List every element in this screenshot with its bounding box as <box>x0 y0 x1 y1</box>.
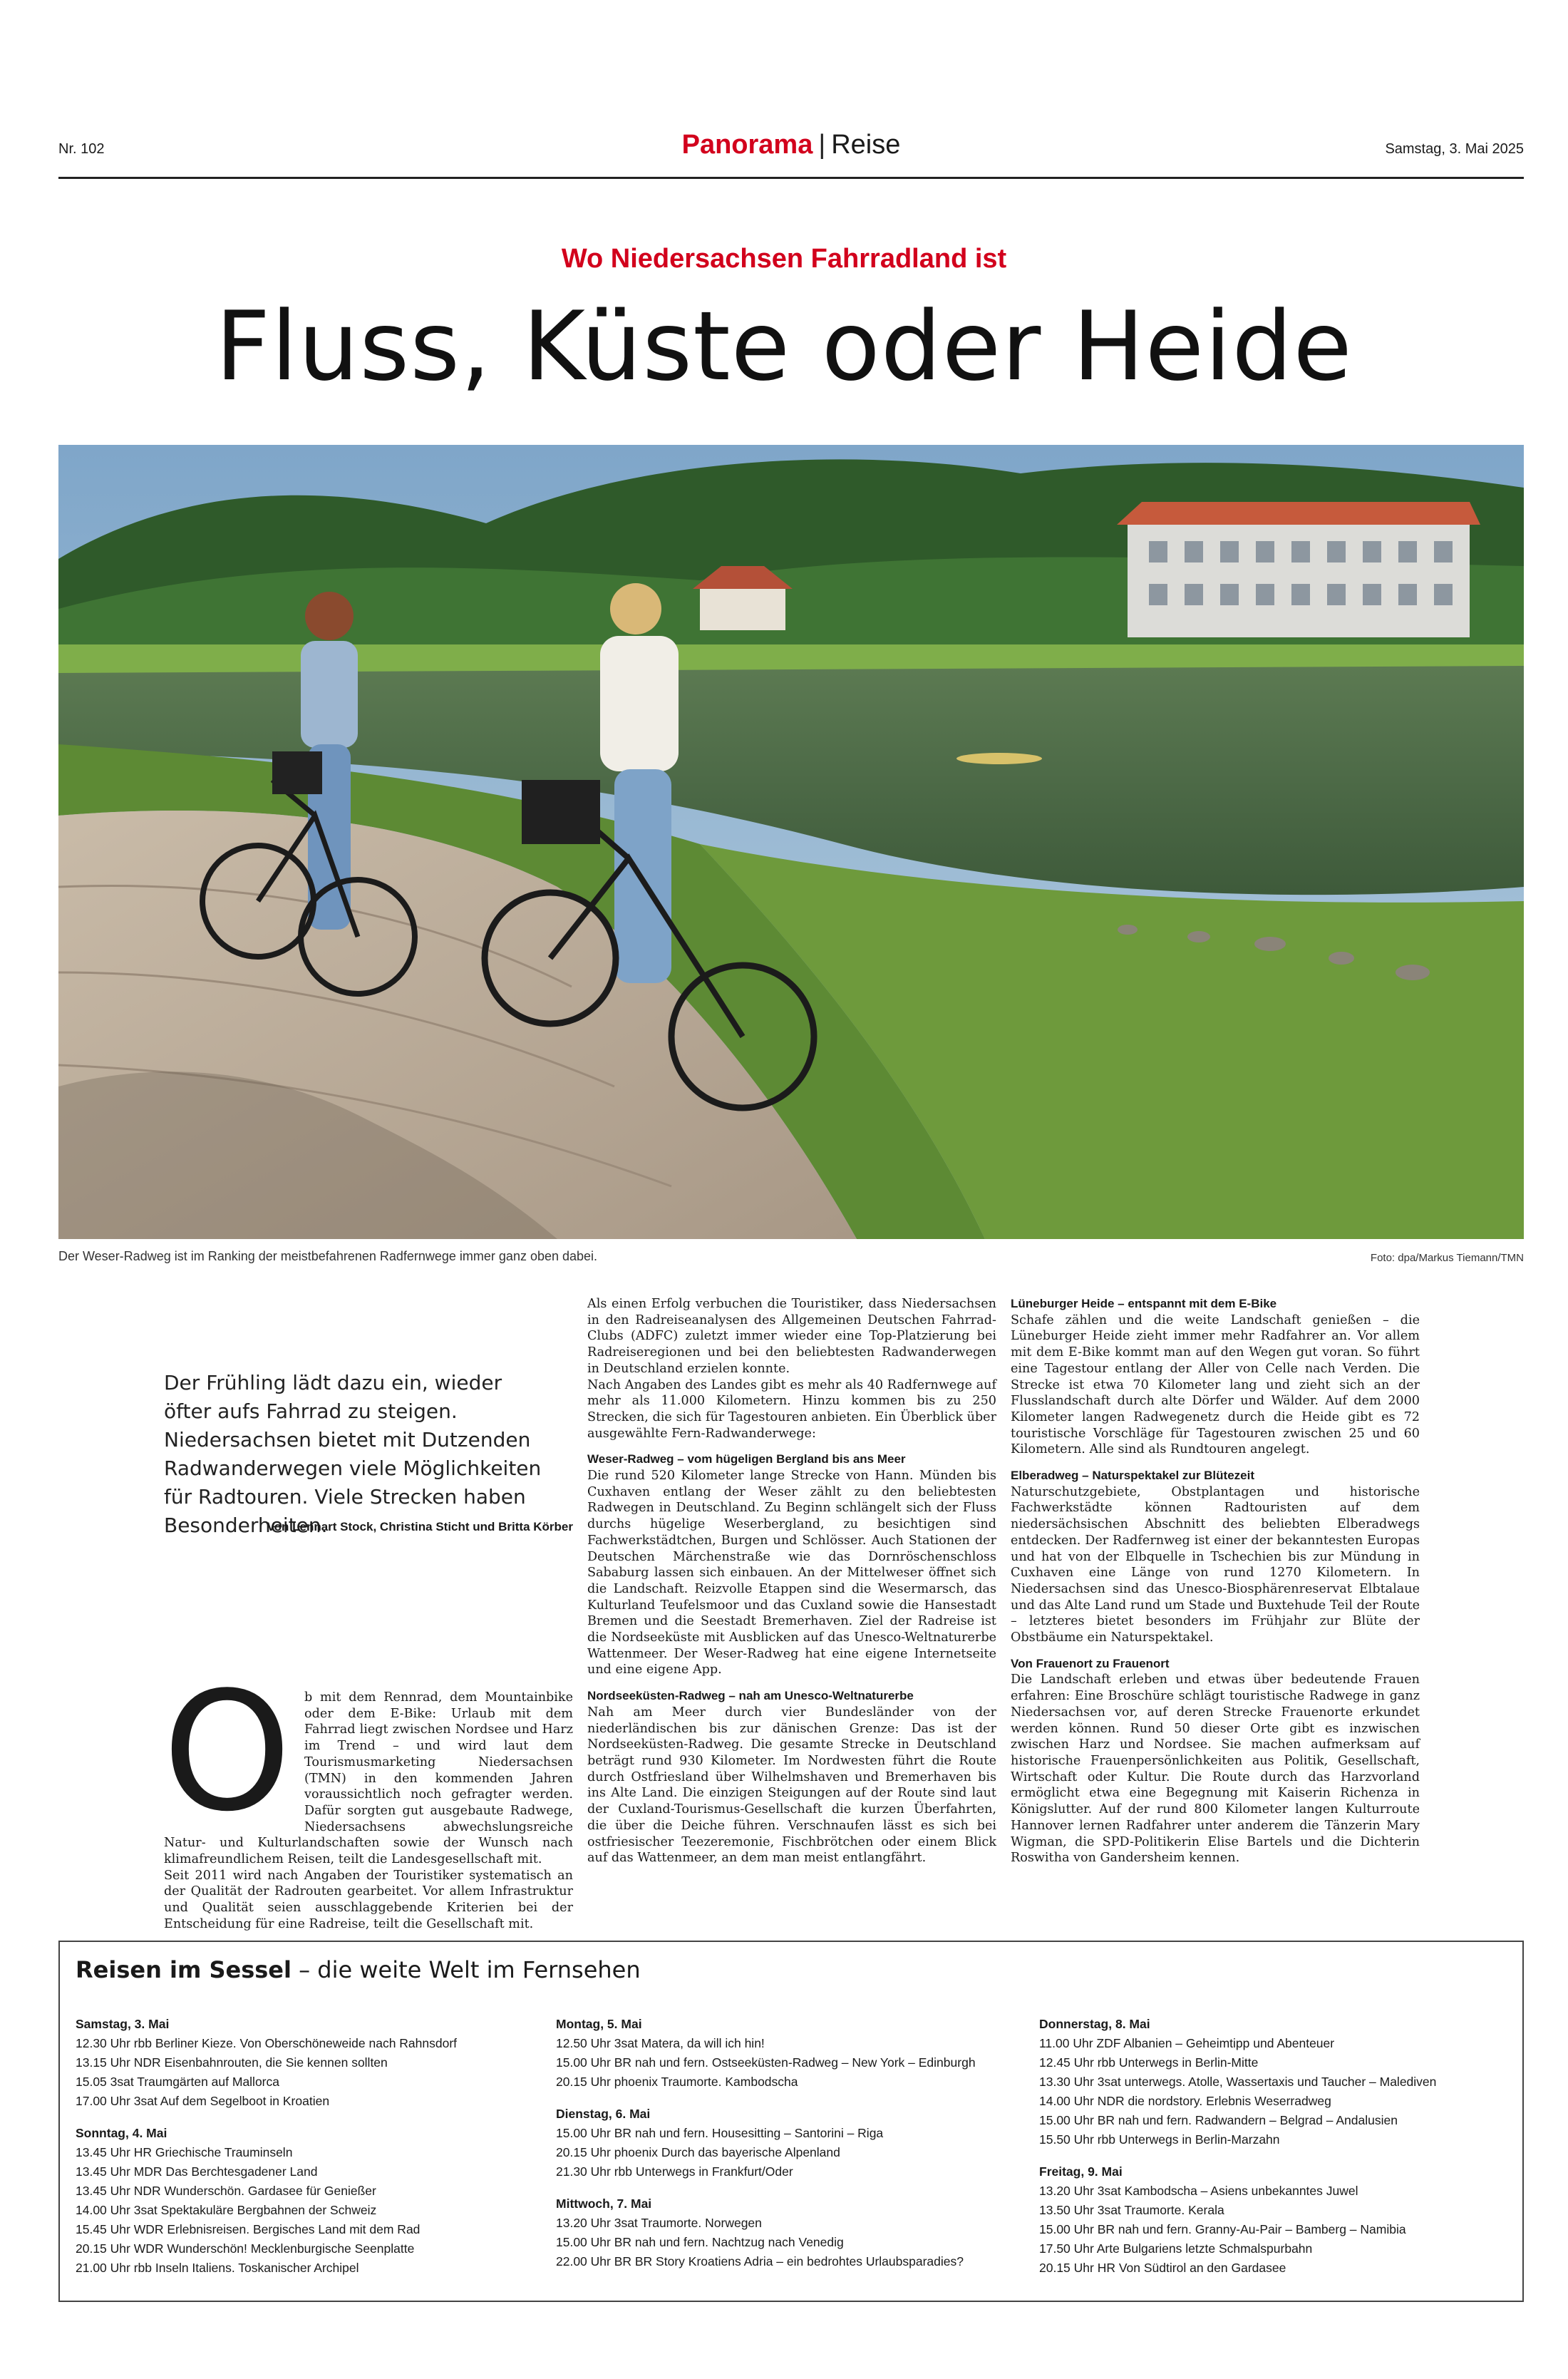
tv-listing: 13.45 Uhr HR Griechische Trauminseln <box>76 2145 293 2159</box>
tv-listing: 13.50 Uhr 3sat Traumorte. Kerala <box>1039 2203 1224 2217</box>
tv-listing: 13.20 Uhr 3sat Traumorte. Norwegen <box>556 2216 762 2230</box>
issue-number: Nr. 102 <box>58 141 105 157</box>
tv-column-3 <box>1039 2015 1510 2278</box>
tv-column-1 <box>76 2015 532 2278</box>
tv-column-2 <box>556 2015 1041 2271</box>
subhead-nordsee: Nordseeküsten-Radweg – nah am Unesco-Weltnaturerbe <box>587 1689 914 1703</box>
paragraph-elbe: Naturschutzgebiete, Obstplantagen und historische Fachwerkstädte können Radtouristen auf dem niedersächsischen Abschnitt des beliebten Elberadwegs entdecken. Der Radfernweg ist einer der bekanntesten Europas und hat von der Elbquelle in Tschechien bis zur Mündung in Cuxhaven eine Länge von rund 1270 Kilometern. In Niedersachsen sind das Unesco-Biosphärenreservat Elbtalaue und das Alte Land rund um Stade und Buxtehude Teil der Route – letzteres bietet besonders im Frühjahr zur Blüte der Obstbäume ein Naturspektakel. <box>1011 1484 1420 1645</box>
paragraph-heide: Schafe zählen und die weite Landschaft genießen – die Lüneburger Heide zieht immer mehr Radfahrer an. Vor allem mit dem E-Bike kommt man auf den Wegen gut voran. So führt eine Tagestour entlang der Aller von Celle nach Verden. Die Strecke ist etwa 70 Kilometer lang und zieht sich an der Flusslandschaft durch alte Dörfer und Wälder. Auf dem 2000 Kilometer langen Radwegenetz durch die Heide gibt es 72 touristische Vorschläge für Tagestouren zwischen 25 und 60 Kilometern. Alle sind als Rundtouren angelegt. <box>1011 1312 1420 1457</box>
article-column-1 <box>163 1658 573 1933</box>
tv-listing: 14.00 Uhr NDR die nordstory. Erlebnis Weserradweg <box>1039 2094 1331 2108</box>
section-title <box>58 130 1524 160</box>
tv-day-heading: Sonntag, 4. Mai <box>76 2126 167 2140</box>
tv-day-heading: Donnerstag, 8. Mai <box>1039 2017 1150 2031</box>
drop-cap: O <box>163 1658 292 1848</box>
paragraph-nordsee: Nah am Meer durch vier Bundesländer von der niederländischen bis zur dänischen Grenze: Das ist der Nordseeküsten-Radweg. Die gesamte Strecke in Deutschland beträgt rund 930 Kilometer. Im Nordwesten führt die Route durch Ostfriesland über Wilhelmshaven und Bremerhaven bis ins Alte Land. Die einzigen Steigungen auf der Route sind laut der Cuxland-Tourismus-Gesellschaft die kurzen Überfahrten, die über die Deiche führen. Verschnaufen lässt es sich bei ostfriesischer Teezeremonie, Fischbrötchen oder einem Blick auf das Wattenmeer, an dem man meist entlangfährt. <box>587 1705 996 1866</box>
tv-listing: 13.45 Uhr NDR Wunderschön. Gardasee für Genießer <box>76 2184 376 2198</box>
tv-day-heading: Mittwoch, 7. Mai <box>556 2196 652 2211</box>
intro-paragraph-1: b mit dem Rennrad, dem Mountainbike oder dem E-Bike: Urlaub mit dem Fahrrad liegt zwischen Nordsee und Harz im Trend – und wird laut dem Tourismusmarketing Niedersachsen (TMN) in den kommenden Jahren voraussichtlich noch gefragter werden. Dafür sorgten gut ausgebaute Radwege, Niedersachsens abwechslungsreiche Natur- und Kulturlandschaften sowie der Wunsch nach klimafreundlichem Reisen, teilt die Landesgesellschaft mit. <box>164 1690 573 1867</box>
paragraph-adfc: Als einen Erfolg verbuchen die Touristiker, dass Niedersachsen in den Radreiseanalysen des Allgemeinen Deutschen Fahrrad-Clubs (ADFC) zuletzt immer wieder eine Top-Platzierung bei Radreiseregionen und bei den beliebtesten Radwanderwegen in Deutschland erzielen konnte. <box>587 1297 996 1376</box>
paragraph-frauen: Die Landschaft erleben und etwas über bedeutende Frauen erfahren: Eine Broschüre schlägt touristische Radwege in ganz Niedersachsen vor, auf deren Strecke Frauenorte erkundet werden können. Rund 50 dieser Orte gibt es inzwischen zwischen Harz und Nordsee. Sie machen aufmerksam auf historische Frauenpersönlichkeiten aus Politik, Gesellschaft, Wirtschaft oder Kultur. Die Route durch das Harzvorland ermöglicht etwa eine Begegnung mit Kaiserin Richenza in Königslutter. Auf der rund 800 Kilometer langen Kulturroute Hannover lernen Radfahrer unter anderem die Tänzerin Mary Wigman, die SPD-Politikerin Elise Bartels und die Dichterin Roswitha von Gandersheim kennen. <box>1011 1673 1420 1866</box>
subhead-frauen: Von Frauenort zu Frauenort <box>1011 1656 1170 1670</box>
photo-credit: Foto: dpa/Markus Tiemann/TMN <box>1370 1252 1524 1264</box>
tv-listing: 20.15 Uhr phoenix Durch das bayerische Alpenland <box>556 2145 840 2159</box>
tv-listing: 20.15 Uhr HR Von Südtirol an den Gardasee <box>1039 2261 1286 2275</box>
tv-listing: 12.30 Uhr rbb Berliner Kieze. Von Oberschöneweide nach Rahnsdorf <box>76 2036 458 2050</box>
tv-listing: 17.50 Uhr Arte Bulgariens letzte Schmalspurbahn <box>1039 2241 1313 2256</box>
tv-listing: 15.05 3sat Traumgärten auf Mallorca <box>76 2075 279 2089</box>
tv-box-title-bold: Reisen im Sessel <box>76 1956 292 1983</box>
tv-listing: 15.00 Uhr BR nah und fern. Radwandern – Belgrad – Andalusien <box>1039 2113 1398 2127</box>
tv-listing: 22.00 Uhr BR BR Story Kroatiens Adria – ein bedrohtes Urlaubsparadies? <box>556 2254 964 2268</box>
tv-listing: 14.00 Uhr 3sat Spektakuläre Bergbahnen der Schweiz <box>76 2203 377 2217</box>
issue-date: Samstag, 3. Mai 2025 <box>1385 141 1524 157</box>
tv-listing: 20.15 Uhr phoenix Traumorte. Kambodscha <box>556 2075 798 2089</box>
tv-box-title-rest: – die weite Welt im Fernsehen <box>291 1956 641 1983</box>
article-headline: Fluss, Küste oder Heide <box>215 291 1353 402</box>
cyclists-riverside-image <box>58 445 1524 1239</box>
tv-listing: 13.45 Uhr MDR Das Berchtesgadener Land <box>76 2164 318 2179</box>
tv-listing: 20.15 Uhr WDR Wunderschön! Mecklenburgische Seenplatte <box>76 2241 415 2256</box>
tv-listing: 15.00 Uhr BR nah und fern. Housesitting – Santorini – Riga <box>556 2126 884 2140</box>
tv-listing: 13.20 Uhr 3sat Kambodscha – Asiens unbekanntes Juwel <box>1039 2184 1358 2198</box>
article-authors: Von Lennart Stock, Christina Sticht und Britta Körber <box>267 1520 573 1533</box>
tv-listing: 13.15 Uhr NDR Eisenbahnrouten, die Sie kennen sollten <box>76 2055 388 2070</box>
tv-listing: 12.45 Uhr rbb Unterwegs in Berlin-Mitte <box>1039 2055 1259 2070</box>
tv-day-heading: Samstag, 3. Mai <box>76 2017 170 2031</box>
section-brand: Panorama <box>681 130 813 160</box>
subhead-heide: Lüneburger Heide – entspannt mit dem E-Bike <box>1011 1297 1277 1310</box>
subhead-elbe: Elberadweg – Naturspektakel zur Blütezeit <box>1011 1469 1254 1483</box>
tv-listing: 17.00 Uhr 3sat Auf dem Segelboot in Kroatien <box>76 2094 330 2108</box>
article-photo <box>58 445 1524 1239</box>
article-teaser: Der Frühling lädt dazu ein, wieder öfter aufs Fahrrad zu steigen. Niedersachsen bietet mit Dutzenden Radwanderwegen viele Möglichkeiten für Radtouren. Viele Strecken haben Besonderheiten. <box>164 1371 542 1537</box>
photo-caption: Der Weser-Radweg ist im Ranking der meistbefahrenen Radfernwege immer ganz oben dabei. <box>58 1249 598 1263</box>
tv-listing: 15.45 Uhr WDR Erlebnisreisen. Bergisches Land mit dem Rad <box>76 2222 421 2236</box>
tv-day-heading: Montag, 5. Mai <box>556 2017 642 2031</box>
tv-listing: 13.30 Uhr 3sat unterwegs. Atolle, Wassertaxis und Taucher – Malediven <box>1039 2075 1437 2089</box>
tv-listings-box <box>58 1941 1524 2302</box>
paragraph-overview: Nach Angaben des Landes gibt es mehr als 40 Radfernwege auf mehr als 11.000 Kilometern. Hinzu kommen bis zu 250 Strecken, die sich für Tagestouren anbieten. Ein Überblick über ausgewählte Fern-Radwanderwege: <box>587 1377 996 1441</box>
article-column-3 <box>1011 1296 1420 1866</box>
tv-listing: 12.50 Uhr 3sat Matera, da will ich hin! <box>556 2036 765 2050</box>
subhead-weser: Weser-Radweg – vom hügeligen Bergland bis ans Meer <box>587 1452 906 1466</box>
tv-listing: 15.50 Uhr rbb Unterwegs in Berlin-Marzahn <box>1039 2132 1280 2147</box>
section-separator: | <box>818 130 826 160</box>
tv-box-title <box>76 1956 641 1983</box>
tv-day-heading: Freitag, 9. Mai <box>1039 2164 1123 2179</box>
intro-paragraph-2: Seit 2011 wird nach Angaben der Touristiker systematisch an der Qualität der Radrouten gearbeitet. Vor allem Infrastruktur und Qualität seien ausschlaggebende Kriterien bei der Entscheidung für eine Radreise, teilt die Gesellschaft mit. <box>164 1868 573 1931</box>
tv-listing: 21.30 Uhr rbb Unterwegs in Frankfurt/Oder <box>556 2164 793 2179</box>
tv-listing: 11.00 Uhr ZDF Albanien – Geheimtipp und Abenteuer <box>1039 2036 1335 2050</box>
article-kicker: Wo Niedersachsen Fahrradland ist <box>561 244 1007 274</box>
tv-listing: 21.00 Uhr rbb Inseln Italiens. Toskanischer Archipel <box>76 2261 359 2275</box>
paragraph-weser: Die rund 520 Kilometer lange Strecke von Hann. Münden bis Cuxhaven entlang der Weser zählt zu den beliebtesten Radwegen in Deutschland. Zu Beginn schlängelt sich der Fluss durchs hügelige Weserbergland, zu besichtigen sind Fachwerkstädtchen, Burgen und Schlösser. Auch Stationen der Deutschen Märchenstraße wie das Dornröschenschloss Sababurg lassen sich einbauen. An der Mittelweser öffnet sich die Landschaft. Reizvolle Etappen sind die Wesermarsch, das Kulturland Teufelsmoor und das Cuxland sowie die Hansestadt Bremen und die Seestadt Bremerhaven. Ziel der Radreise ist die Nordseeküste mit Ausblicken auf das Unesco-Weltnaturerbe Wattenmeer. Der Weser-Radweg hat eine eigene Internetseite und eine eigene App. <box>587 1469 996 1677</box>
article-column-2 <box>587 1296 996 1866</box>
tv-day-heading: Dienstag, 6. Mai <box>556 2107 651 2121</box>
tv-listing: 15.00 Uhr BR nah und fern. Granny-Au-Pair – Bamberg – Namibia <box>1039 2222 1406 2236</box>
section-sub: Reise <box>831 130 901 160</box>
tv-listing: 15.00 Uhr BR nah und fern. Ostseeküsten-Radweg – New York – Edinburgh <box>556 2055 976 2070</box>
masthead <box>58 125 1524 179</box>
tv-listing: 15.00 Uhr BR nah und fern. Nachtzug nach Venedig <box>556 2235 844 2249</box>
